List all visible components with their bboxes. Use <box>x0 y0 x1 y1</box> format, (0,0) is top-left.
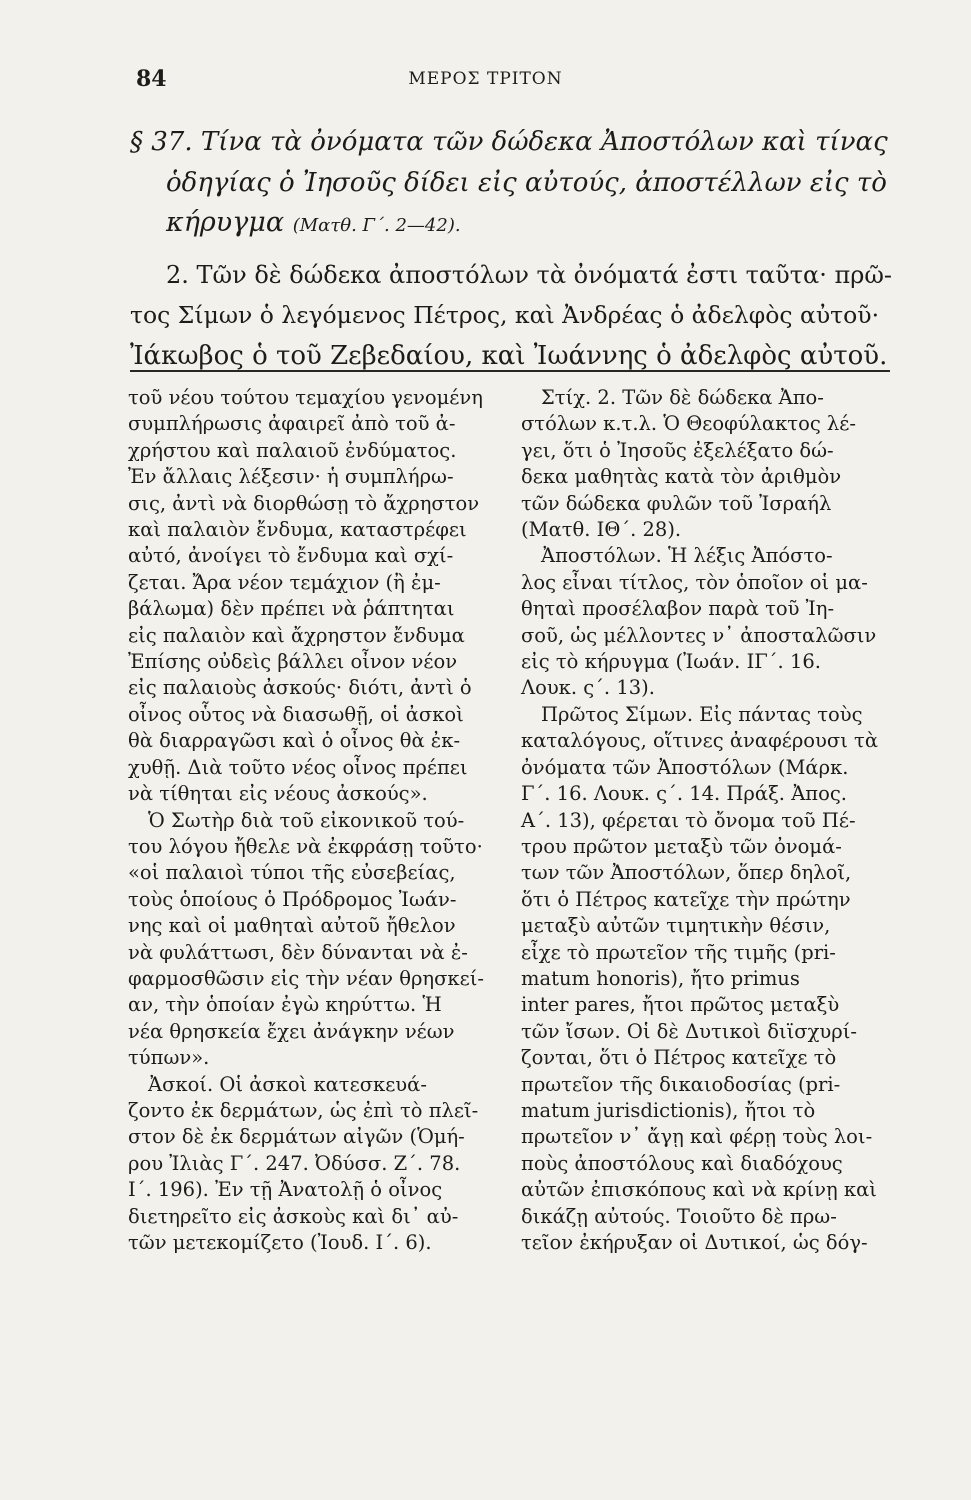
column-line: τρου πρῶτον μεταξὺ τῶν ὀνομά- <box>521 834 842 858</box>
column-line: τῶν δώδεκα φυλῶν τοῦ Ἰσραήλ <box>521 491 832 515</box>
column-line: πρωτεῖον τῆς δικαιοδοσίας (pri- <box>521 1072 841 1096</box>
column-line: φαρμοσθῶσιν εἰς τὴν νέαν θρησκεί- <box>128 966 484 990</box>
column-line: τοῦ νέου τούτου τεμαχίου γενομένη <box>128 386 483 409</box>
column-line: στον δὲ ἐκ δερμάτων αἰγῶν (Ὁμή- <box>128 1125 465 1149</box>
column-line: δικάζῃ αὐτούς. Τοιοῦτο δὲ πρω- <box>521 1204 837 1228</box>
column-line: βάλωμα) δὲν πρέπει νὰ ῥάπτηται <box>128 597 455 621</box>
column-line: των τῶν Ἀποστόλων, ὅπερ δηλοῖ, <box>521 861 852 885</box>
horizontal-rule <box>130 370 890 372</box>
column-line: του λόγου ἤθελε νὰ ἐκφράσῃ τοῦτο· <box>128 834 483 858</box>
column-line: ρου Ἰλιὰς Γ΄. 247. Ὀδύσσ. Ζ΄. 78. <box>128 1151 461 1175</box>
column-line: ὅτι ὁ Πέτρος κατεῖχε τὴν πρώτην <box>521 887 851 911</box>
column-line: εἰς παλαιοὺς ἀσκούς· διότι, ἀντὶ ὁ <box>128 676 472 700</box>
page-header <box>0 66 971 96</box>
column-line: matum jurisdictionis), ἤτοι τὸ <box>521 1098 816 1122</box>
column-line: στόλων κ.τ.λ. Ὁ Θεοφύλακτος λέ- <box>521 412 856 436</box>
main-text <box>130 122 892 376</box>
column-line: εἶχε τὸ πρωτεῖον τῆς τιμῆς (pri- <box>521 940 836 964</box>
column-line: ζονται, ὅτι ὁ Πέτρος κατεῖχε τὸ <box>521 1046 837 1070</box>
column-line: matum honoris), ἤτο primus <box>521 966 800 990</box>
column-line: λος εἶναι τίτλος, τὸν ὁποῖον οἱ μα- <box>521 570 868 594</box>
commentary-left-column <box>128 385 508 1256</box>
column-line: Ἀποστόλων. Ἡ λέξις Ἀπόστο- <box>541 544 833 568</box>
column-line: ὀνόματα τῶν Ἀποστόλων (Μάρκ. <box>521 755 849 779</box>
column-line: (Ματθ. ΙΘ΄. 28). <box>521 518 682 542</box>
column-line: «οἱ παλαιοὶ τύποι τῆς εὐσεβείας, <box>128 861 456 885</box>
column-line: σις, ἀντὶ νὰ διορθώσῃ τὸ ἄχρηστον <box>128 491 480 515</box>
column-line: ζοντο ἐκ δερμάτων, ὡς ἐπὶ τὸ πλεῖ- <box>128 1098 479 1122</box>
column-line: εἰς παλαιὸν καὶ ἄχρηστον ἔνδυμα <box>128 623 465 647</box>
column-line: Ὁ Σωτὴρ διὰ τοῦ εἰκονικοῦ τού- <box>148 808 465 832</box>
column-line: Στίχ. 2. Τῶν δὲ δώδεκα Ἀπο- <box>541 386 824 409</box>
section-reference: (Ματθ. Γ΄. 2—42). <box>292 215 461 236</box>
column-line: πρωτεῖον ν᾽ ἄγῃ καὶ φέρῃ τοὺς λοι- <box>521 1125 873 1149</box>
column-line: Ι΄. 196). Ἐν τῇ Ἀνατολῇ ὁ οἶνος <box>128 1178 443 1202</box>
column-line: ποὺς ἀποστόλους καὶ διαδόχους <box>521 1151 843 1175</box>
verse-line: τος Σίμων ὁ λεγόμενος Πέτρος, καὶ Ἀνδρέας ὁ ἀδελφὸς αὐτοῦ· <box>130 301 880 329</box>
column-line: τοὺς ὁποίους ὁ Πρόδρομος Ἰωάν- <box>128 887 457 911</box>
column-line: συμπλήρωσις ἀφαιρεῖ ἀπὸ τοῦ ἀ- <box>128 412 456 436</box>
section-heading-line: ὁδηγίας ὁ Ἰησοῦς δίδει εἰς αὐτούς, ἀποστέλλων εἰς τὸ <box>166 167 887 198</box>
column-line: τῶν ἴσων. Οἱ δὲ Δυτικοὶ διϊσχυρί- <box>521 1019 857 1043</box>
section-heading-line: § 37. Τίνα τὰ ὀνόματα τῶν δώδεκα Ἀποστόλων καὶ τίνας <box>130 127 888 157</box>
column-line: θηταὶ προσέλαβον παρὰ τοῦ Ἰη- <box>521 597 835 621</box>
column-line: νέα θρησκεία ἔχει ἀνάγκην νέων <box>128 1019 455 1043</box>
running-head: ΜΕΡΟΣ ΤΡΙΤΟΝ <box>408 69 563 89</box>
column-line: Ἐπίσης οὐδεὶς βάλλει οἶνον νέον <box>128 650 458 674</box>
column-line: Ἐν ἄλλαις λέξεσιν· ἡ συμπλήρω- <box>128 465 454 489</box>
column-line: inter pares, ἤτοι πρῶτος μεταξὺ <box>521 993 840 1017</box>
column-line: μεταξὺ αὐτῶν τιμητικὴν θέσιν, <box>521 914 831 938</box>
commentary-right-column <box>521 385 893 1256</box>
column-line: σοῦ, ὡς μέλλοντες ν᾽ ἀποσταλῶσιν <box>521 623 877 647</box>
column-line: νὰ φυλάττωσι, δὲν δύνανται νὰ ἐ- <box>128 940 468 964</box>
column-line: θὰ διαρραγῶσι καὶ ὁ οἶνος θὰ ἐκ- <box>128 729 461 753</box>
column-line: Γ΄. 16. Λουκ. ς΄. 14. Πράξ. Ἀπος. <box>521 782 847 806</box>
section-heading <box>130 122 892 247</box>
column-line: νης καὶ οἱ μαθηταὶ αὐτοῦ ἤθελον <box>128 914 456 938</box>
column-line: τύπων». <box>128 1046 210 1070</box>
section-heading-line <box>130 203 892 247</box>
column-line: νὰ τίθηται εἰς νέους ἀσκούς». <box>128 782 428 806</box>
column-line: αὐτῶν ἐπισκόπους καὶ νὰ κρίνῃ καὶ <box>521 1178 877 1202</box>
column-line: χρήστου καὶ παλαιοῦ ἐνδύματος. <box>128 438 457 462</box>
column-line: Λουκ. ς΄. 13). <box>521 676 655 700</box>
column-line: τεῖον ἐκήρυξαν οἱ Δυτικοί, ὡς δόγ- <box>521 1231 868 1254</box>
column-line: χυθῇ. Διὰ τοῦτο νέος οἶνος πρέπει <box>128 755 468 779</box>
column-line: γει, ὅτι ὁ Ἰησοῦς ἐξελέξατο δώ- <box>521 438 834 462</box>
column-line: οἶνος οὗτος νὰ διασωθῇ, οἱ ἀσκοὶ <box>128 702 464 726</box>
column-line: καταλόγους, οἵτινες ἀναφέρουσι τὰ <box>521 729 878 753</box>
column-line: διετηρεῖτο εἰς ἀσκοὺς καὶ δι᾽ αὐ- <box>128 1204 459 1228</box>
section-heading-text: κήρυγμα <box>166 207 285 238</box>
column-line: εἰς τὸ κήρυγμα (Ἰωάν. ΙΓ΄. 16. <box>521 650 821 674</box>
verse-block <box>130 255 892 377</box>
column-line: δεκα μαθητὰς κατὰ τὸν ἀριθμὸν <box>521 465 842 489</box>
page-number: 84 <box>136 66 167 92</box>
column-line: Ἀσκοί. Οἱ ἀσκοὶ κατεσκευά- <box>148 1072 427 1096</box>
column-line: τῶν μετεκομίζετο (Ἰουδ. Ι΄. 6). <box>128 1231 432 1254</box>
verse-line: Ἰάκωβος ὁ τοῦ Ζεβεδαίου, καὶ Ἰωάννης ὁ ἀδελφὸς αὐτοῦ. <box>130 340 888 371</box>
column-line: αὐτό, ἀνοίγει τὸ ἔνδυμα καὶ σχί- <box>128 544 454 568</box>
column-line: ζεται. Ἄρα νέον τεμάχιον (ἢ ἐμ- <box>128 570 441 594</box>
verse-line: 2. Τῶν δὲ δώδεκα ἀποστόλων τὰ ὀνόματά ἐστι ταῦτα· πρῶ- <box>166 260 893 289</box>
column-line: Α΄. 13), φέρεται τὸ ὄνομα τοῦ Πέ- <box>521 808 856 832</box>
column-line: καὶ παλαιὸν ἔνδυμα, καταστρέφει <box>128 518 467 542</box>
column-line: αν, τὴν ὁποίαν ἐγὼ κηρύττω. Ἡ <box>128 993 442 1017</box>
column-line: Πρῶτος Σίμων. Εἰς πάντας τοὺς <box>541 702 863 726</box>
